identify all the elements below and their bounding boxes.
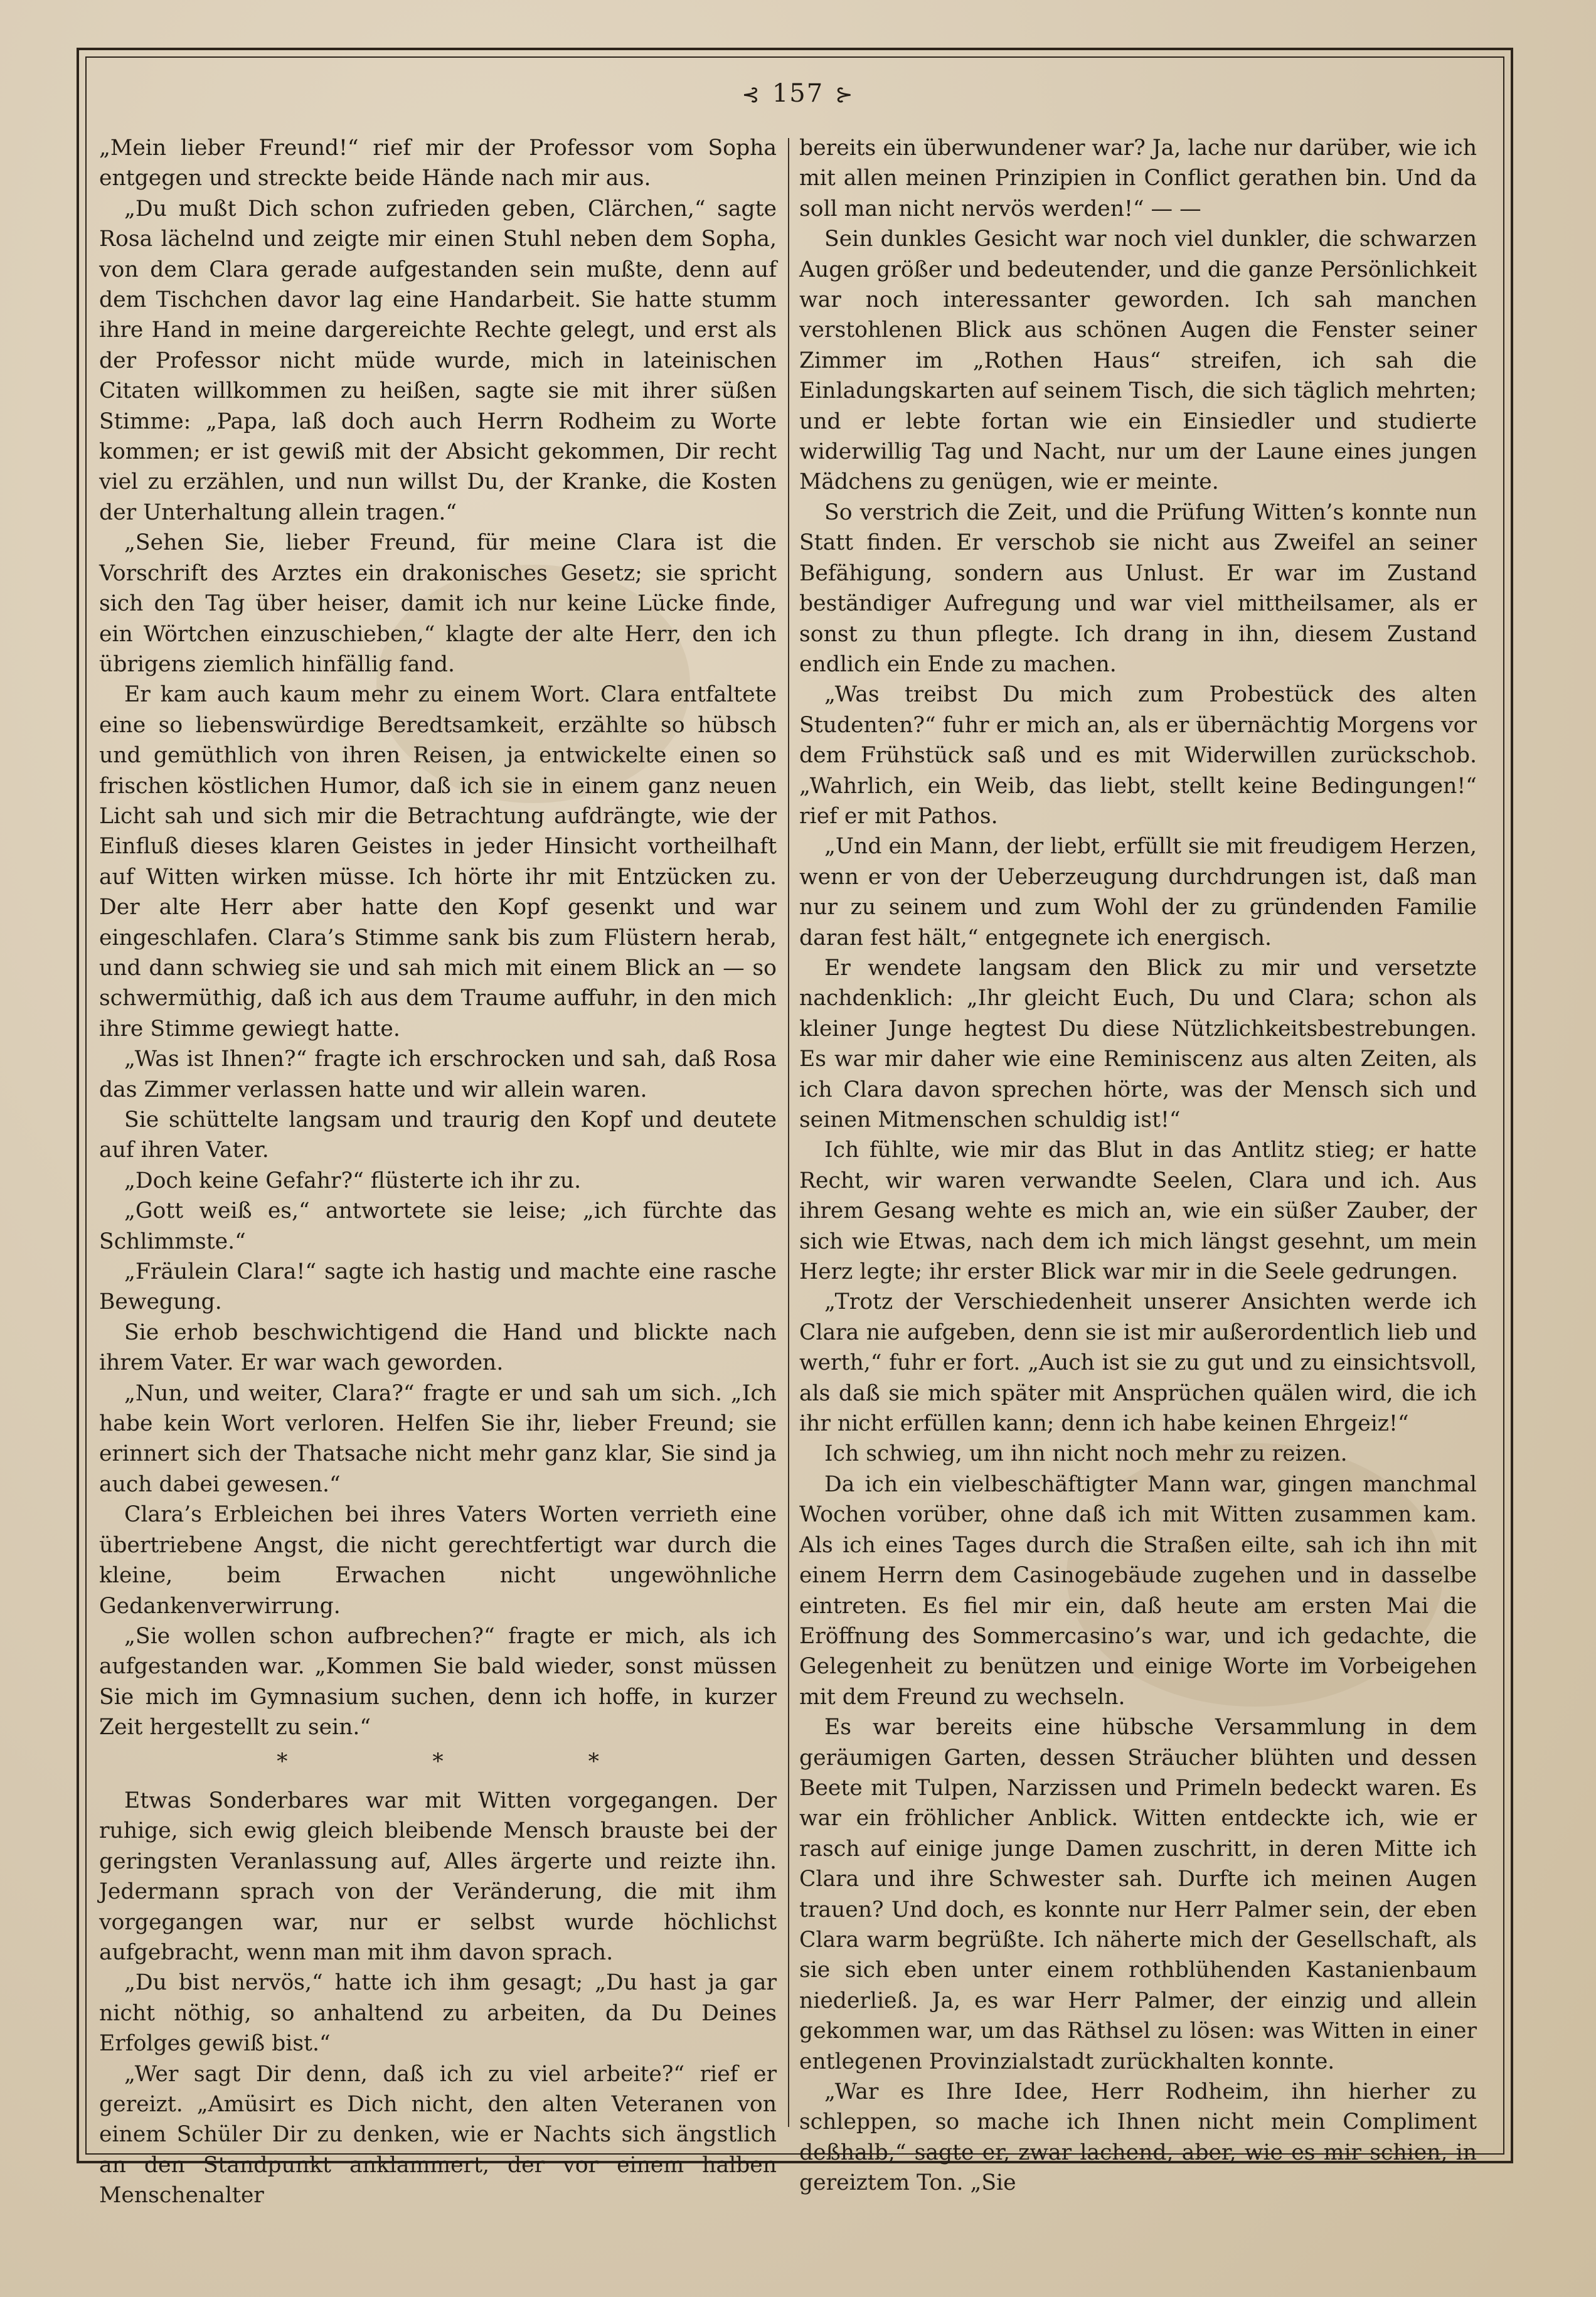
paragraph: „Nun, und weiter, Clara?“ fragte er und sah um sich. „Ich habe kein Wort verloren. Helfen Sie ihr, lieber Freund; sie erinnert sich der Thatsache nicht mehr ganz klar, Sie sind ja auch dabei gewesen.“: [99, 1380, 777, 1497]
paragraph: Etwas Sonderbares war mit Witten vorgegangen. Der ruhige, sich ewig gleich bleibende Mensch brauste bei der geringsten Veranlassung auf, Alles ärgerte und reizte ihn. Jedermann sprach von der Veränderung, die mit ihm vorgegangen war, nur er selbst wurde höchlichst aufgebracht, wenn man mit ihm davon sprach.: [99, 1788, 777, 1965]
paragraph: „Fräulein Clara!“ sagte ich hastig und machte eine rasche Bewegung.: [99, 1259, 777, 1315]
ornament-right-icon: ⊱: [835, 82, 854, 107]
paragraph: Sie erhob beschwichtigend die Hand und blickte nach ihrem Vater. Er war wach geworden.: [99, 1319, 777, 1376]
paragraph: „War es Ihre Idee, Herr Rodheim, ihn hierher zu schleppen, so mache ich Ihnen nicht mein Compliment deßhalb,“ sagte er, zwar lachend, aber, wie es mir schien, in gereiztem Ton. „Sie: [799, 2079, 1477, 2196]
paragraph: Es war bereits eine hübsche Versammlung in dem geräumigen Garten, dessen Sträucher blühten und dessen Beete mit Tulpen, Narzissen und Primeln bedeckt waren. Es war ein fröhlicher Anblick. Witten entdeckte ich, wie er rasch auf einige junge Damen zuschritt, in deren Mitte ich Clara und ihre Schwester sah. Durfte ich meinen Augen trauen? Und doch, es konnte nur Herr Palmer sein, der eben Clara warm begrüßte. Ich näherte mich der Gesellschaft, als sie sich eben unter einem rothblühenden Kastanienbaum niederließ. Ja, es war Herr Palmer, der einzig und allein gekommen war, um das Räthsel zu lösen: was Witten in einer entlegenen Provinzialstadt zurückhalten konnte.: [799, 1715, 1477, 2074]
paragraph: „Sie wollen schon aufbrechen?“ fragte er mich, als ich aufgestanden war. „Kommen Sie bald wieder, sonst müssen Sie mich im Gymnasium suchen, denn ich hoffe, in kurzer Zeit hergestellt zu sein.“: [99, 1623, 777, 1740]
ornament-left-icon: ⊰: [742, 82, 761, 107]
page-header: [0, 79, 1596, 108]
paragraph: „Und ein Mann, der liebt, erfüllt sie mit freudigem Herzen, wenn er von der Ueberzeugung durchdrungen ist, daß man nur zu seinem und zum Wohl der zu gründenden Familie daran fest hält,“ entgegnete ich energisch.: [799, 834, 1477, 951]
paragraph: „Wer sagt Dir denn, daß ich zu viel arbeite?“ rief er gereizt. „Amüsirt es Dich nicht, den alten Veteranen von einem Schüler Dir zu denken, wie er Nachts sich ängstlich an den Standpunkt anklammert, der vor einem halben Menschenalter: [99, 2061, 777, 2209]
paragraph: Sein dunkles Gesicht war noch viel dunkler, die schwarzen Augen größer und bedeutender, und die ganze Persönlichkeit war noch interessanter geworden. Ich sah manchen verstohlenen Blick aus schönen Augen die Fenster seiner Zimmer im „Rothen Haus“ streifen, ich sah die Einladungskarten auf seinem Tisch, die sich täglich mehrten; und er lebte fortan wie ein Einsiedler und studierte widerwillig Tag und Nacht, nur um der Laune eines jungen Mädchens zu genügen, wie er meinte.: [799, 227, 1477, 495]
paragraph: Er kam auch kaum mehr zu einem Wort. Clara entfaltete eine so liebenswürdige Beredtsamkeit, erzählte so hübsch und gemüthlich von ihren Reisen, ja entwickelte einen so frischen köstlichen Humor, daß ich sie in einem ganz neuen Licht sah und sich mir die Betrachtung aufdrängte, wie der Einfluß dieses klaren Geistes in jeder Hinsicht vortheilhaft auf Witten wirken müsse. Ich hörte ihr mit Entzücken zu. Der alte Herr aber hatte den Kopf gesenkt und war eingeschlafen. Clara’s Stimme sank bis zum Flüstern herab, und dann schwieg sie und sah mich mit einem Blick an — so schwermüthig, daß ich aus dem Traume auffuhr, in den mich ihre Stimme gewiegt hatte.: [99, 682, 777, 1042]
paragraph: „Gott weiß es,“ antwortete sie leise; „ich fürchte das Schlimmste.“: [99, 1198, 777, 1254]
paragraph: Er wendete langsam den Blick zu mir und versetzte nachdenklich: „Ihr gleicht Euch, Du und Clara; schon als kleiner Junge hegtest Du diese Nützlichkeitsbestrebungen. Es war mir daher wie eine Reminiscenz aus alten Zeiten, als ich Clara davon sprechen hörte, was der Mensch sich und seinen Mitmenschen schuldig ist!“: [799, 955, 1477, 1133]
paragraph: „Sehen Sie, lieber Freund, für meine Clara ist die Vorschrift des Arztes ein drakonisches Gesetz; sie spricht sich den Tag über heiser, damit ich nur keine Lücke finde, ein Wörtchen einzuschieben,“ klagte der alte Herr, den ich übrigens ziemlich hinfällig fand.: [99, 530, 777, 677]
paragraph: „Was ist Ihnen?“ fragte ich erschrocken und sah, daß Rosa das Zimmer verlassen hatte und wir allein waren.: [99, 1047, 777, 1102]
column-divider: [788, 138, 789, 2127]
paragraph: Ich schwieg, um ihn nicht noch mehr zu reizen.: [824, 1441, 1348, 1467]
paragraph: Sie schüttelte langsam und traurig den Kopf und deutete auf ihren Vater.: [99, 1107, 777, 1163]
section-separator: * * *: [277, 1749, 668, 1774]
paragraph: „Was treibst Du mich zum Probestück des alten Studenten?“ fuhr er mich an, als er übernächtig Morgens vor dem Frühstück saß und es mit Widerwillen zurückschob. „Wahrlich, ein Weib, das liebt, stellt keine Bedingungen!“ rief er mit Pathos.: [799, 682, 1477, 829]
paragraph: Clara’s Erbleichen bei ihres Vaters Worten verrieth eine übertriebene Angst, die nicht gerechtfertigt war durch die kleine, beim Erwachen nicht ungewöhnliche Gedankenverwirrung.: [99, 1502, 777, 1619]
right-column: [799, 133, 1477, 2196]
paragraph: „Trotz der Verschiedenheit unserer Ansichten werde ich Clara nie aufgeben, denn sie ist mir außerordentlich lieb und werth,“ fuhr er fort. „Auch ist sie zu gut und zu einsichtsvoll, als daß sie mich später mit Ansprüchen quälen wird, die ich ihr nicht erfüllen kann; denn ich habe keinen Ehrgeiz!“: [799, 1289, 1477, 1437]
page-number: 157: [772, 79, 824, 108]
paragraph: „Du bist nervös,“ hatte ich ihm gesagt; „Du hast ja gar nicht nöthig, so anhaltend zu arbeiten, da Du Deines Erfolges gewiß bist.“: [99, 1970, 777, 2057]
paragraph: „Doch keine Gefahr?“ flüsterte ich ihr zu.: [124, 1168, 582, 1193]
paragraph: bereits ein überwundener war? Ja, lache nur darüber, wie ich mit allen meinen Prinzipien in Conflict gerathen bin. Und da soll man nicht nervös werden!“ — —: [799, 136, 1477, 221]
paragraph: Ich fühlte, wie mir das Blut in das Antlitz stieg; er hatte Recht, wir waren verwandte Seelen, Clara und ich. Aus ihrem Gesang wehte es mich an, wie ein süßer Zauber, der sich wie Etwas, nach dem ich mich längst gesehnt, um mein Herz legte; ihr erster Blick war mir in die Seele gedrungen.: [799, 1138, 1477, 1285]
left-column: [99, 133, 777, 2209]
paragraph: So verstrich die Zeit, und die Prüfung Witten’s konnte nun Statt finden. Er verschob sie nicht aus Zweifel an seiner Befähigung, sondern aus Unlust. Er war im Zustand beständiger Aufregung und war viel mittheilsamer, als er sonst zu thun pflegte. Ich drang in ihn, diesem Zustand endlich ein Ende zu machen.: [799, 499, 1477, 677]
paragraph: „Du mußt Dich schon zufrieden geben, Clärchen,“ sagte Rosa lächelnd und zeigte mir einen Stuhl neben dem Sopha, von dem Clara gerade aufgestanden sein mußte, denn auf dem Tischchen davor lag eine Handarbeit. Sie hatte stumm ihre Hand in meine dargereichte Rechte gelegt, und erst als der Professor nicht müde wurde, mich in lateinischen Citaten willkommen zu heißen, sagte sie mit ihrer süßen Stimme: „Papa, laß doch auch Herrn Rodheim zu Worte kommen; er ist gewiß mit der Absicht gekommen, Dir recht viel zu erzählen, und nun willst Du, der Kranke, die Kosten der Unterhaltung allein tragen.“: [99, 196, 777, 525]
paragraph: Da ich ein vielbeschäftigter Mann war, gingen manchmal Wochen vorüber, ohne daß ich mit Witten zusammen kam. Als ich eines Tages durch die Straßen eilte, sah ich ihn mit einem Herrn dem Casinogebäude zugehen und in dasselbe eintreten. Es fiel mir ein, daß heute am ersten Mai die Eröffnung des Sommercasino’s war, und ich gedachte, die Gelegenheit zu benützen und einige Worte im Vorbeigehen mit dem Freund zu wechseln.: [799, 1471, 1477, 1710]
paragraph: „Mein lieber Freund!“ rief mir der Professor vom Sopha entgegen und streckte beide Hände nach mir aus.: [99, 136, 777, 191]
